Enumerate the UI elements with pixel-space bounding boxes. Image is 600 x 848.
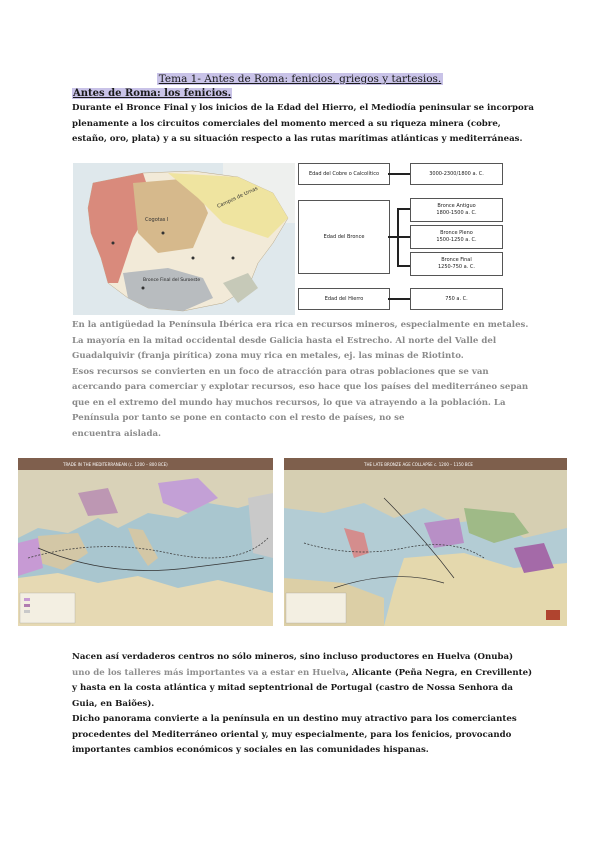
subperiod-bronce-antiguo: Bronce Antiguo 1800-1500 a. C. (410, 198, 503, 222)
period-hierro: Edad del Hierro (298, 288, 390, 310)
map-label-bronce-final: Bronce Final del Suroeste (143, 278, 201, 283)
mediterranean-trade-map (18, 458, 273, 626)
map-label-urnas: Campos de Urnas (216, 185, 259, 210)
date-hierro: 750 a. C. (410, 288, 503, 310)
bronze-age-collapse-map (284, 458, 567, 626)
map-label-cogotas: Cogotas I (145, 217, 169, 223)
map-right-title: THE LATE BRONZE AGE COLLAPSE c. 1200 – 1150 BCE (364, 462, 473, 467)
subperiod-bronce-final: Bronce Final 1250-750 a. C. (410, 252, 503, 276)
map-left-title: TRADE IN THE MEDITERRANEAN (c. 1200 – 800 BCE) (63, 462, 168, 467)
date-calcolitico: 3000-2300/1800 a. C. (410, 163, 503, 185)
production-centers-paragraph: Nacen así verdaderos centros no sólo mineros, sino incluso productores en Huelva (Onuba) uno de los talleres más importantes va a estar en Huelva, Alicante (Peña Negra, en Crevillente) y hasta en la costa atlántica y mitad septentrional de Portugal (castro de Nossa Senhora da Guia, en Baiões). Dicho panorama convierte a la península en un destino muy atractivo para los comerciantes procedentes del Mediterráneo oriental y, muy especialmente, para los fenicios, provocando importantes cambios económicos y sociales en las comunidades hispanas. (72, 652, 533, 755)
section-heading: Antes de Roma: los fenicios. (73, 88, 232, 99)
resources-paragraph: En la antigüedad la Península Ibérica era rica en recursos mineros, especialmente en metales. La mayoría en la mitad occidental desde Galicia hasta el Estrecho. Al norte del Valle del Guadalquivir (franja pirítica) zona muy rica en metales, ej. las minas de Riotinto. Esos recursos se convierten en un foco de atracción para otras poblaciones que se van acercando para comerciar y explotar recursos, eso hace que los países del mediterráneo sepan que en el extremo del mundo hay muchos recursos, lo que va atrayendo a la población. La Península por tanto se pone en contacto con el resto de países, no se encuentra aislada. (72, 320, 529, 439)
subperiod-bronce-pleno: Bronce Pleno 1500-1250 a. C. (410, 225, 503, 249)
page-title: Tema 1- Antes de Roma: fenicios, griegos y tartesios. (158, 73, 442, 85)
chronology-diagram (298, 160, 504, 310)
intro-paragraph: Durante el Bronce Final y los inicios de la Edad del Hierro, el Mediodía peninsular se incorpora plenamente a los circuitos comerciales del momento merced a su riqueza minera (cobre, estaño, oro, plata) y a su situación respecto a las rutas marítimas atlánticas y mediterráneas. (72, 103, 534, 144)
period-bronce: Edad del Bronce (298, 200, 390, 274)
period-calcolitico: Edad del Cobre o Calcolítico (298, 163, 390, 185)
iberia-bronze-age-map (73, 163, 295, 315)
